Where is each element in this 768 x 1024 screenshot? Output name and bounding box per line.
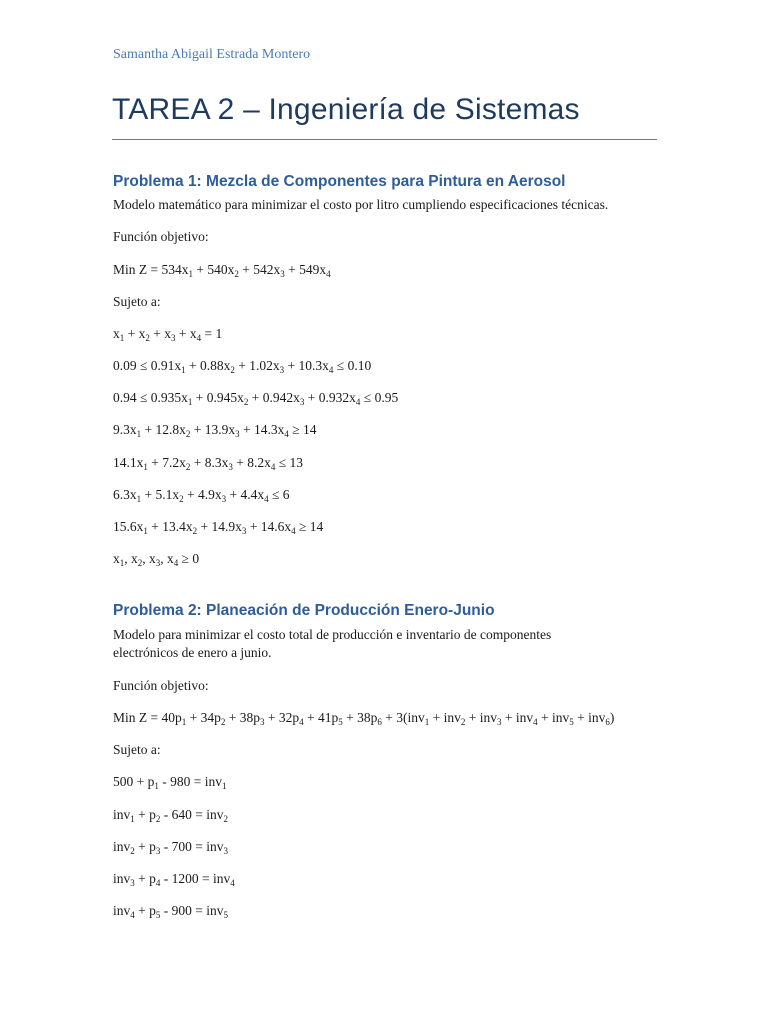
problem1-subject-label: Sujeto a: xyxy=(113,294,161,309)
problem2-objective: Min $Z = 40p_1 + 34p_2 + 38p_3 + 32p_4 + 41p_5 + 38p_6 + 3(inv_1 + inv_2 + inv_3 + inv_4 + inv_5 + inv_6)$ xyxy=(113,710,615,727)
problem1-objective: Min $Z = 534x_1 + 540x_2 + 542x_3 + 549x_4$ xyxy=(113,262,331,279)
author-name: Samantha Abigail Estrada Montero xyxy=(113,47,311,62)
problem1-constraint: $0.94 \le 0.935x_1 + 0.945x_2 + 0.942x_3 + 0.932x_4 \le 0.95$ xyxy=(113,390,399,407)
problem2-constraint: $inv_4 + p_5 - 900 = inv_5$ xyxy=(113,903,229,920)
problem1-constraint: $6.3x_1 + 5.1x_2 + 4.9x_3 + 4.4x_4 \le 6$ xyxy=(113,487,290,504)
problem1-description: Modelo matemático para minimizar el costo por litro cumpliendo especificaciones técnicas. xyxy=(113,197,609,212)
title-underline xyxy=(112,139,657,140)
problem1-constraint: $9.3x_1 + 12.8x_2 + 13.9x_3 + 14.3x_4 \ge 14$ xyxy=(113,422,317,439)
problem2-heading: Problema 2: Planeación de Producción Enero-Junio xyxy=(113,602,495,619)
problem2-description-line1: Modelo para minimizar el costo total de producción e inventario de componentes xyxy=(113,627,552,642)
problem1-heading: Problema 1: Mezcla de Componentes para Pintura en Aerosol xyxy=(113,173,566,190)
problem1-constraint: $x_1$, $x_2$, $x_3$, $x_4 \ge 0$ xyxy=(113,551,200,568)
problem1-constraint: $15.6x_1 + 13.4x_2 + 14.9x_3 + 14.6x_4 \ge 14$ xyxy=(113,519,324,536)
problem2-description-line2: electrónicos de enero a junio. xyxy=(113,645,272,660)
problem2-objective-label: Función objetivo: xyxy=(113,678,209,693)
problem2-constraint: $inv_3 + p_4 - 1200 = inv_4$ xyxy=(113,871,235,888)
problem1-constraint: $0.09 \le 0.91x_1 + 0.88x_2 + 1.02x_3 + 10.3x_4 \le 0.10$ xyxy=(113,358,372,375)
problem1-objective-label: Función objetivo: xyxy=(113,229,209,244)
problem2-subject-label: Sujeto a: xyxy=(113,742,161,757)
problem1-constraint: $x_1 + x_2 + x_3 + x_4 = 1$ xyxy=(113,326,223,343)
problem2-constraint: $500 + p_1 - 980 = inv_1$ xyxy=(113,774,227,791)
problem2-constraint: $inv_2 + p_3 - 700 = inv_3$ xyxy=(113,839,229,856)
problem1-constraint: $14.1x_1 + 7.2x_2 + 8.3x_3 + 8.2x_4 \le 13$ xyxy=(113,455,304,472)
page-title: TAREA 2 – Ingeniería de Sistemas xyxy=(112,93,580,126)
problem2-constraint: $inv_1 + p_2 - 640 = inv_2$ xyxy=(113,807,229,824)
